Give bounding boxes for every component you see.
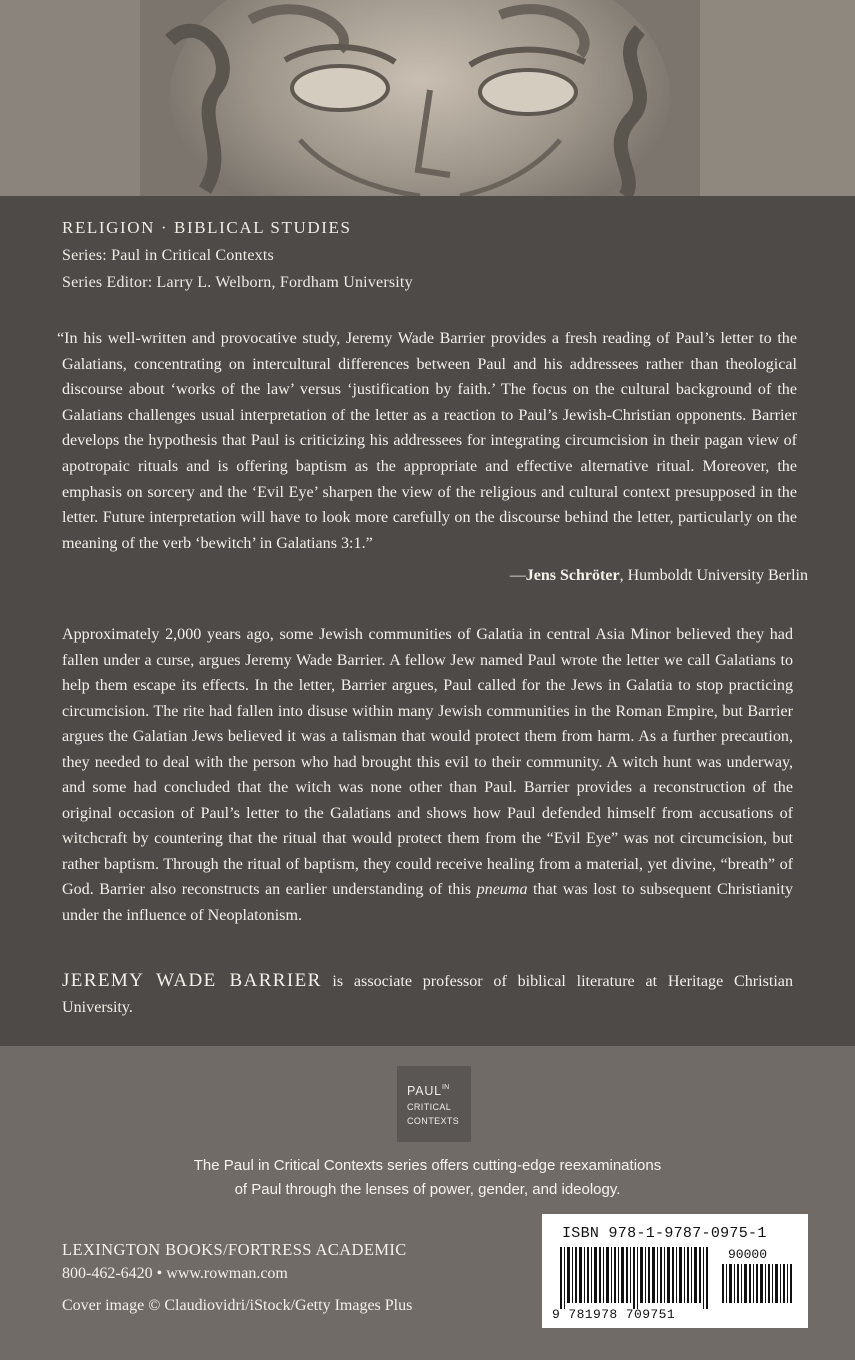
sculpture-illustration [0,0,855,196]
description-text-end: that was lost to subsequent Christianity under the influence of Neoplatonism. [62,881,794,924]
author-bio [62,968,793,1020]
series-logo-in: IN [441,1084,450,1091]
series-blurb [0,1154,855,1202]
publisher-contact: 800-462-6420 • www.rowman.com [62,1265,288,1282]
endorsement-quote: “In his well-written and provocative study, Jeremy Wade Barrier provides a fresh reading of Paul’s letter to the Galatians, concentrating on intercultural differences between Paul and his addressees rather than theological discourse about ‘works of the law’ versus ‘justification by faith.’ The focus on the cultural background of the Galatians challenges usual interpretation of the letter as a reaction to Paul’s Jewish-Christian opponents. Barrier develops the hypothesis that Paul is criticizing his addressees for integrating circumcision in their pagan view of apotropaic rituals and is offering baptism as the appropriate and effective alternative ritual. Moreover, the emphasis on sorcery and the ‘Evil Eye’ sharpen the view of the religious and cultural context presupposed in the letter. Future interpretation will have to look more carefully on the discourse behind the letter, particularly on the meaning of the verb ‘bewitch’ in Galatians 3:1.” [57,330,797,552]
cover-image-credit: Cover image © Claudiovidri/iStock/Getty Images Plus [62,1297,413,1314]
series-blurb-line2: of Paul through the lenses of power, gender, and ideology. [234,1181,621,1198]
barcode-digits: 9 781978 709751 [552,1307,676,1322]
description-italic-term: pneuma [476,881,528,898]
author-bio-text: is associate professor of biblical literature at Heritage Christian University. [62,973,794,1016]
category-heading: RELIGION · BIBLICAL STUDIES [62,218,352,237]
endorser-name: Jens Schröter [525,567,620,584]
description-text: Approximately 2,000 years ago, some Jewish communities of Galatia in central Asia Minor believed they had fallen under a curse, argues Jeremy Wade Barrier. A fellow Jew named Paul wrote the letter we call Galatians to help them escape its effects. In the letter, Barrier argues, Paul called for the Jews in Galatia to stop practicing circumcision. The rite had fallen into disuse within many Jewish communities in the Roman Empire, but Barrier argues the Galatian Jews believed it was a talisman that would protect them from harm. As a further precaution, they needed to deal with the person who had brought this evil to their community. A witch hunt was underway, and some had concluded that the witch was none other than Paul. Barrier provides a reconstruction of the original occasion of Paul’s letter to the Galatians and shows how Paul defended himself from accusations of witchcraft by countering that the ritual that would protect them from the “Evil Eye” was not circumcision, but rather baptism. Through the ritual of baptism, they could receive healing from a material, yet divine, “breath” of God. Barrier also reconstructs an earlier understanding of this [62,626,793,898]
isbn-barcode [542,1214,808,1328]
endorser-affiliation: , Humboldt University Berlin [619,567,808,584]
isbn-label: ISBN 978-1-9787-0975-1 [562,1225,767,1242]
book-description [62,622,793,928]
series-logo-line3: CONTEXTS [407,1116,460,1126]
series-blurb-line1: The Paul in Critical Contexts series offers cutting-edge reexaminations [193,1157,662,1174]
series-name: Series: Paul in Critical Contexts [62,247,274,264]
publisher-name: LEXINGTON BOOKS/FORTRESS ACADEMIC [62,1240,407,1259]
attribution-dash: — [509,567,526,584]
cover-photo-sculpture [0,0,855,196]
series-logo [397,1066,471,1142]
series-logo-paul: PAUL [407,1084,442,1098]
endorsement-attribution [510,567,808,585]
author-name: JEREMY WADE BARRIER [62,970,322,991]
series-editor: Series Editor: Larry L. Welborn, Fordham University [62,274,413,291]
series-logo-line1 [407,1084,450,1098]
price-code: 90000 [728,1247,768,1262]
series-logo-line2: CRITICAL [407,1102,452,1112]
